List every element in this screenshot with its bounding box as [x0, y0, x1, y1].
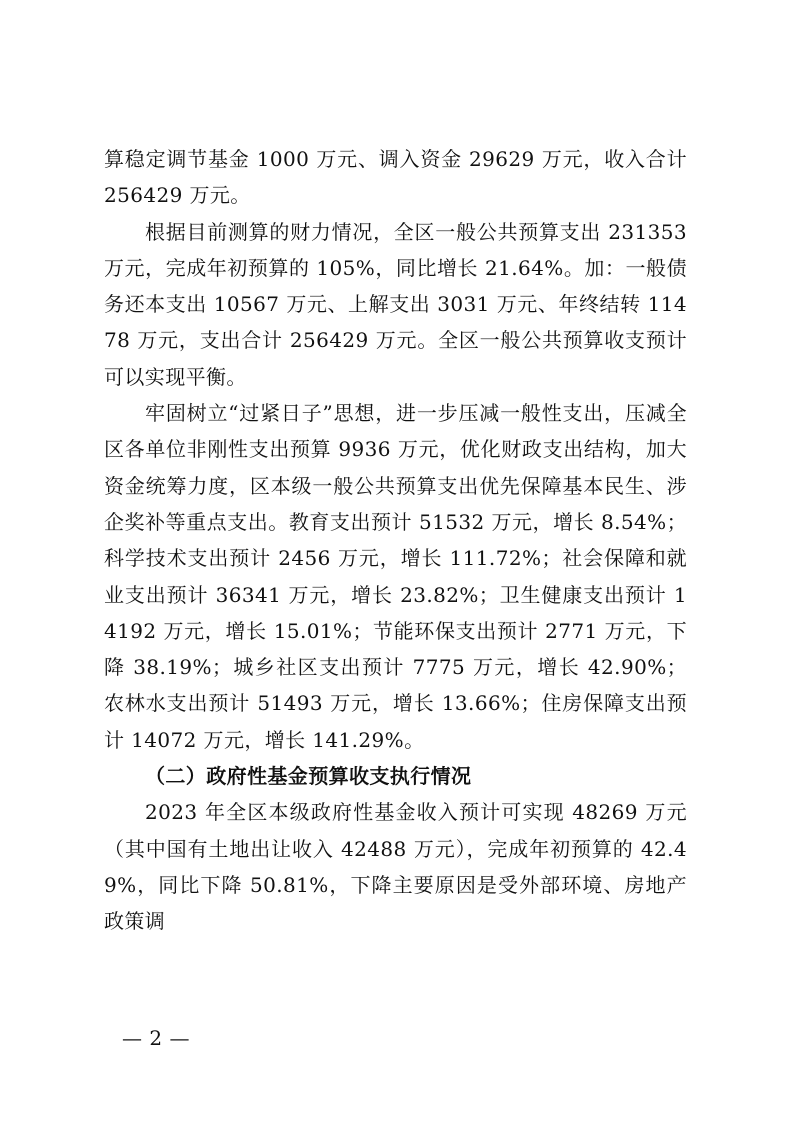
document-body: [104, 141, 687, 940]
page-number: — 2 —: [122, 1026, 190, 1050]
paragraph-fund-budget: 2023 年全区本级政府性基金收入预计可实现 48269 万元（其中国有土地出让收入 42488 万元），完成年初预算的 42.49%，同比下降 50.81%，下降主要原因是受外部环境、房地产政策调: [104, 800, 687, 934]
paragraph-expenditure-details: 牢固树立“过紧日子”思想，进一步压减一般性支出，压减全区各单位非刚性支出预算 9936 万元，优化财政支出结构，加大资金统筹力度，区本级一般公共预算支出优先保障基本民生、涉企奖补等重点支出。教育支出预计 51532 万元，增长 8.54%；科学技术支出预计 2456 万元，增长 111.72%；社会保障和就业支出预计 36341 万元，增长 23.82%；卫生健康支出预计 14192 万元，增长 15.01%；节能环保支出预计 2771 万元，下降 38.19%；城乡社区支出预计 7775 万元，增长 42.90%；农林水支出预计 51493 万元，增长 13.66%；住房保障支出预计 14072 万元，增长 141.29%。: [104, 401, 687, 752]
paragraph-continuation: 算稳定调节基金 1000 万元、调入资金 29629 万元，收入合计 256429 万元。: [104, 147, 687, 208]
section-heading: （二）政府性基金预算收支执行情况: [145, 764, 472, 789]
paragraph-expenditure-summary: 根据目前测算的财力情况，全区一般公共预算支出 231353 万元，完成年初预算的 105%，同比增长 21.64%。加：一般债务还本支出 10567 万元、上解支出 3031 万元、年终结转 11478 万元，支出合计 256429 万元。全区一般公共预算收支预计可以实现平衡。: [104, 219, 687, 389]
